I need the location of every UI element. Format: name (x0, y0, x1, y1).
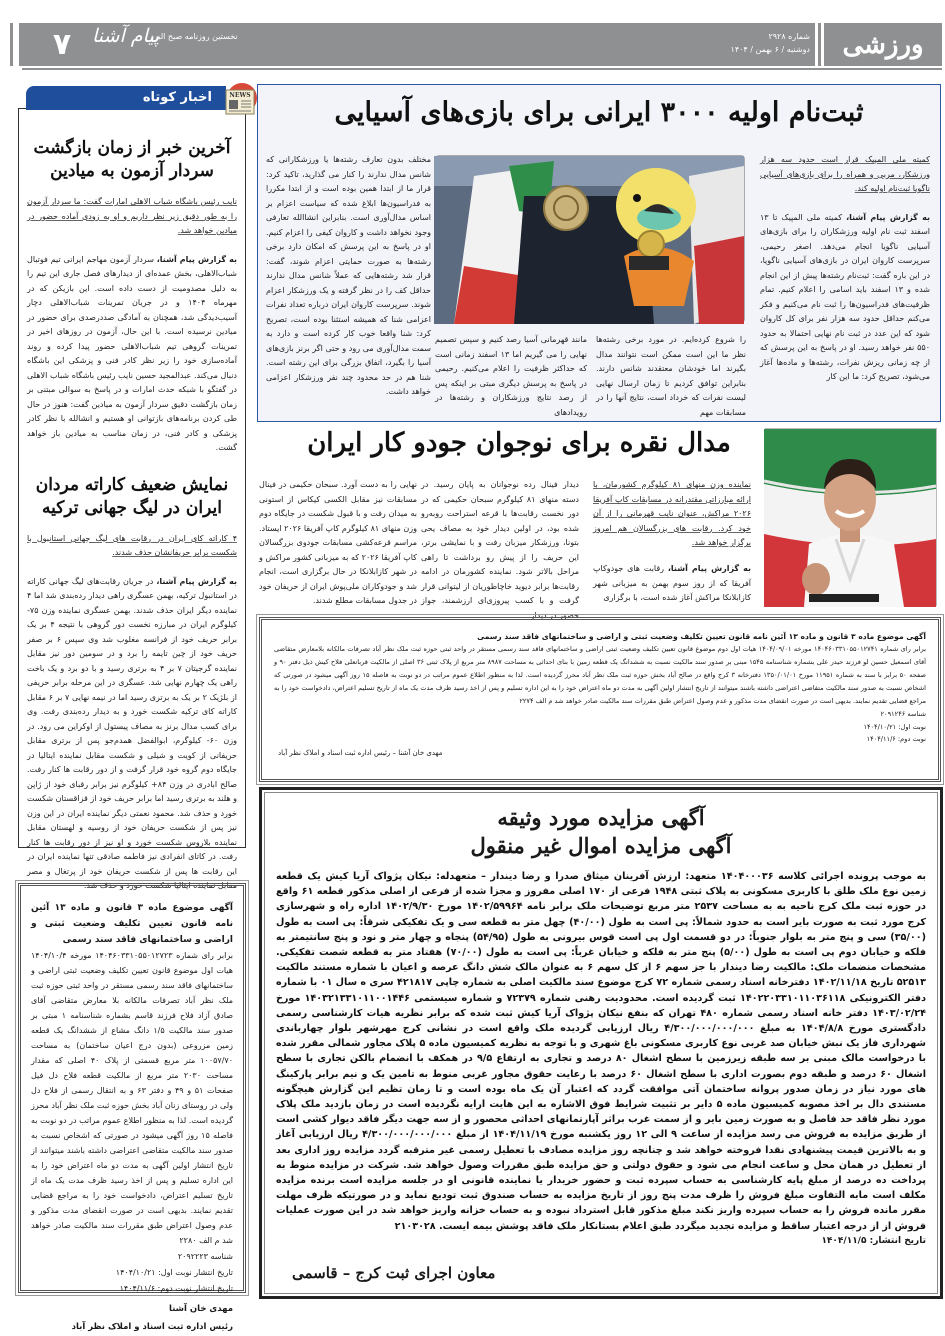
notice-first-publication: تاریخ انتشار نوبت اول: ۱۴۰۴/۱۰/۲۱ (115, 1268, 233, 1277)
brief-body-text: سردار آزمون مهاجم ایرانی تیم فوتبال شباب‌الاهلی، بخش عمده‌ای از دیدارهای فصل جاری این تیم را به دلیل مصدومیت از دست داده است. این بازیکن که در مهرماه ۱۴۰۴ و در جریان تمرینات شباب‌الاهلی دچار آسیب‌دیدگی شد، همچنان به آمادگی صددرصدی برای حضور در میادین نرسیده است. با این حال، آزمون در روزهای اخیر در تمرینات گروهی تیم شباب‌الاهلی حضور پیدا کرده و روند آماده‌سازی خود را زیر نظر کادر فنی و پزشکی این باشگاه دنبال می‌کند. عبدالمجید حسین نایب رئیس باشگاه شباب الاهلی در گفتگو با شبکه حدث امارات و در پاسخ به سوالی مبتنی بر زمان بازگشت دقیق سردار آزمون به میادین گفت: هنوز در حال طی کردن برنامه‌های بازتوانی او هستیم و انشالله با نظر کادر پزشکی و کادر فنی، در زمان مناسب به میادین باز خواهد گشت. (27, 254, 237, 452)
issue-date: دوشنبه / ۶ بهمن / ۱۴۰۴ (730, 45, 810, 54)
notice-id: شناسه ۲۰۹۱۲۴۶ (880, 710, 926, 718)
story-lead: کمیته ملی المپیک قرار است حدود سه هزار ورزشکار، مربی و همراه را برای بازی‌های آسیایی ناگویا ثبت‌نام اولیه کند. (760, 155, 930, 193)
notice-first-publication: نوبت اول: ۱۴۰۴/۱۰/۲۱ (863, 722, 926, 731)
story-headline: مدال نقره برای نوجوان جودو کار ایران (307, 428, 731, 458)
brief-body (27, 575, 237, 894)
brief-body (27, 253, 237, 456)
story-column (760, 153, 930, 385)
story-column: دیدار فینال رده نوجوانان به پایان رسید. در دسته منهای ۸۱ کیلوگرم سبحان حکیمی که در دور نخست رقابت‌ها با قرعه استراحت روبه‌رو شده بود، در اولین دیدار خود به مصاف یحی بتونا، ورزشکار میزبان رفت و با نمایشی برتر، این حریف را از پیش رو برداشت تا راهی مراحل بالاتر شود. نماینده کشورمان در ادامه رقابت‌ها برابر دیوید خاچاطوریان از لیتوانی قرار گرفت و با کسب پیروزی‌ای ارزشمند، جواز حضور در دیدار (421, 480, 579, 620)
header-bar (22, 23, 942, 66)
story-column: مختلف بدون تعارف رشته‌ها یا ورزشکارانی که شانس مدال ندارند را کنار می گذارید، تاکید کرد: قرار ما از ابتدا همین بوده است و از ابتدا مکررا به فدراسیون‌ها ابلاغ شده که سیاست اعزام بر اساس مدال‌آوری است. بنابراین انشاالله تعارفی وجود نخواهد داشت و کاروان کیفی را اعزام کنیم. او در پاسخ به این پرسش که امکان دارد برخی رشته‌ها به صورت حمایتی اعزام شوند، گفت: قرار شد رشته‌هایی که عملاً شانس مدال ندارند حداقل کف را در نظر گرفته و یک ورزشکار اعزام شوند. سرپرست کاروان ایران درباره تعداد نفرات اعزامی شنا که همیشه استثنا بوده است، تصریح کرد: شنا واقعا خوب کار کرده است و دارد به سمت مدال‌آوری می رود و حتی اگر برنز بازی‌های آسیا را بگیرد، اتفاق بزرگی برای این رشته است. شنا هم در حد محدود چند نفر ورزشکار اعزامی خواهد داشت. (266, 155, 431, 396)
registration-notice-left (18, 883, 246, 1332)
judoka-photo-image (764, 429, 936, 607)
auction-signature: معاون اجرای ثبت کرج – قاسمی (292, 1264, 496, 1282)
notice-second-publication: نوبت دوم: ۱۴۰۴/۱۱/۶ (866, 735, 926, 743)
notice-signer-title: رئیس اداره ثبت اسناد و املاک نظر آباد (71, 1322, 233, 1332)
briefs-tab: اخبار کوتاه (26, 86, 226, 110)
auction-body: به موجب پرونده اجرائی کلاسه ۱۴۰۴۰۰۰۳۶ متعهد: ارزش آفرینان میثاق صدرا و رضا دیندار – متعهدله: نیکان پژواک آریا کیش یک قطعه زمین نوع ملک طلق با کاربری مسکونی به پلاک ثبتی ۱۹۴۸ فرعی از ۱۷۰ اصلی مفروز و مجزا شده از فرعی از اصلی مذکور قطعه ۶۱ واقع در حوزه ثبت ملک کرج ناحیه به به مساحت ۲۵۳۷ متر مربع توضیحات ملک برابر نامه ۱۴۰۲/۵۹۹۶۴ مورخ ۱۴۰۲/۹/۳۰ اداره راه و شهرسازی کرج مورد ثبت به صورت بایر است به حدود شمالاً: پی است به طول (۴۰/۰۰) چهل متر به قطعه سی و یک تفکیکی شرقاً: پی است به طول (۳۵/۰۰) سی و پنج متر به بلوار جنوباً: در دو قسمت اول پی است قوس بیرونی به طول (۵۴/۹۵) پنجاه و چهار متر و نود و پنج سانتیمتر به فلکه و خیابان دوم پی است به طول (۵/۰۰) پنج متر به فلکه و خیابان غرباً: پی است به طول (۷۰/۰۰) هفتاد متر به قطعه شصت تفکیکی. مشخصات منضمات ملک: مالکیت رضا دیندار با جز سهم ۶ از کل سهم ۶ به عنوان مالک شش دانگ عرصه و اعیان با شماره مستند مالکیت ۵۲۵۱۳ تاریخ ۱۴۰۲/۱۱/۱۸ دفترخانه اسناد رسمی شماره ۷۲ کرج موضوع سند مالکیت اصلی به شماره چاپی ۴۲۱۸۱۷ سری ه سال ۰۱ با شماره دفتر الکترونیکی ۱۴۰۲۲۰۳۳۱۰۱۱۰۳۶۱۱۸ ثبت گردیده است. محدودیت رهنی شماره ۷۲۳۷۹ و شماره سیستمی ۱۴۰۳۲۱۳۳۱۰۱۱۰۰۱۴۴۶ مورخ ۱۴۰۳/۰۲/۲۴ دفتر خانه اسناد رسمی شماره ۴۸۰ تهران که بنفع نیکان پژواک آریا کیش ثبت شده که برابر نظریه هیات کارشناسی رسمی دادگستری مورخ ۱۴۰۴/۸/۸ به مبلغ ۴/۳۰۰/۰۰۰/۰۰۰/۰۰۰ ریال ارزیابی گردیده ملک واقع است در نشانی کرج مهرشهر بلوار چهارباندی شهرداری فاز یک نبش خیابان صد غربی نوع کاربری مسکونی باغ شهری و با توجه به نظریه کمیسیون ماده ۵ پلاک مجاور شمالی مقرر شده با درخواست مالک مبنی بر سه طبقه زیرزمین با سطح اشغال ۸۰ درصد و تجاری به ارتفاع ۹/۵ در همکف با انضمام بالکن تجاری با سطح اشغال ۶۰ درصد و طبقه دوم بصورت اداری با سطح اشغال ۶۰ درصد با رعایت حقوق مجاور غربی منوط به تامین یک و نیم برابر پارکینگ های مورد نیاز در زمان صدور پروانه ساختمان آتی موافقت گردد که اعتبار آن یک ماه بوده است و تا زمان تظیم این گزارش هیچگونه مستندی دال بر اخذ مصوبه کمیسیون ماده ۵ دایر بر تثبیت شرایط فوق الاشاره به این هایت ارایه نگردیده است در زمان بازدید ملک پلاک مورد نظر فاقد حد فاصل و به صورت زمین بایر و از سمت غرب براثر آپارتمانهای احداثی محصور و از سه جهت دیگر فاقد دیوار کشی است از طریق مزایده به فروش می رسد مزایده از ساعت ۹ الی ۱۲ روز یکشنبه مورخ ۱۴۰۴/۱۱/۱۹ از مبلغ ۴/۳۰۰/۰۰۰/۰۰۰/۰۰۰ ریال ارزیابی آغاز و به بالاترین قیمت پیشنهادی نقدا فروخته خواهد شد و چنانچه روز مزایده مصادف با تعطیل رسمی غیر مترقبه گردد مزایده روز اداری بعد از تعطیل در همان محل و ساعت انجام می شود و حقوق دولتی و حق مزایده طبق مقررات وصول خواهد شد. شرکت در مزایده منوط به پرداخت ده درصد از مبلغ پایه کارشناسی به حساب سپرده ثبت و حضور خریدار یا نماینده قانونی او در جلسه مزایده است برنده مزایده مکلف است مابه التفاوت مبلغ فروش را ظرف مدت پنج روز از تاریخ مزایده به حساب صندوق ثبت تودیع نماید و در صورتیکه ظرف مهلت مقرر مانده فروش را به حساب سپرده واریز نکند مبلغ مذکور قابل استرداد نبوده و به حساب خزانه واریز خواهد شد در این صورت عملیات فروش از از درجه اعتبار ساقط و مزایده تجدید میگردد طبق اعلام بستانکار ملک فاقد پوشش بیمه ایست. ۲۱۰۳۰۲۸ (276, 871, 927, 1232)
registration-notice-wide (259, 617, 941, 782)
story-intro: به گزارش پیام آشنا، (667, 564, 752, 573)
newspaper-icon (220, 82, 258, 118)
notice-id: شناسه ۲۰۹۲۲۲۳ (177, 1252, 233, 1261)
notice-body: برابر رای شماره ۱۴۰۴۶۰۳۳۱۰۵۵۰۱۲۷۲۳ مورخه ۱۴۰۴/۱۰/۴ هیات اول موضوع قانون تعیین تکلیف وضعیت ثبتی اراضی و ساختمانهای فاقد سند رسمی مستقر در واحد ثبتی حوزه ثبت ملک نظر آباد تصرفات مالکانه بلا معارض متقاضی آقای صادق آزاد فلاح فرزند قاسم بشماره شناسنامه ۱ مبتی بر صدور سند مالکیت ۱/۵ دانگ مشاع از ششدانگ یک قطعه زمین مزروعی (بدون درج اعیان ساختمان) به مساحت ۱۰۰۵۷/۷۰ متر مربع قسمتی از پلاک ۴۰ اصلی که مقدار مساحت ۲۰۳۰ متر مربع از مالکیت قطعه فلاح دل فیل صفحات ۵۱ و ۴۹ و دفتر ۶۳ و به انتقال رسمی از فلاح دل ولی در روستای زنان آباد بخش حوزه ثبت ملک نظر آباد محرز گردیده است. لذا به منظور اطلاع عموم مراتب در دو نوبت به فاصله ۱۵ روز آگهی میشود در صورتی که اشخاص نسبت به صدور سند مالکیت متقاضی اعتراضی داشته باشند میتوانند از تاریخ انتشار اولین آگهی به مدت دو ماه اعتراض خود را به این اداره تسلیم و پس از اخذ رسید ظرف مدت یک ماه از تاریخ تسلیم اعتراض، دادخواست خود را به مراجع قضایی تقدیم نمایند. بدیهی است در صورت انقضای مدت مذکور و عدم وصول اعتراض طبق مقررات سند مالکیت صادر خواهد شد م الف ۲۲۸۰ (31, 951, 234, 1245)
brief-body-intro: به گزارش پیام آشنا، (156, 576, 237, 586)
brief-headline: آخرین خبر از زمان بازگشت سردار آزمون به میادین (33, 138, 231, 181)
header-divider (815, 23, 818, 66)
asian-games-story (257, 84, 941, 422)
auction-notice (259, 787, 943, 1299)
medal-mascot-photo (435, 155, 745, 323)
page-header (10, 23, 942, 68)
story-lead: نماینده وزن منهای ۸۱ کیلوگرم کشورمان، با ارائه مبارزاتی مقتدرانه در مسابقات کاپ آفریقا ۲۰۲۶ مراکش، عنوان نایب قهرمانی را از آن خود کرد. رقابت های بزرگسالان هم امروز برگزار خواهد شد. (593, 480, 752, 547)
briefs-box (18, 108, 246, 890)
brief-body-intro: به گزارش پیام آشنا، (156, 254, 237, 264)
story-text: کمیته ملی المپیک تا ۱۳ اسفند ثبت نام اولیه ورزشکاران را برای بازی‌های آسیایی ناگویا انجام می‌دهد. اصغر رحیمی، سرپرست کاروان ایران در بازی‌های آسیایی ناگویا، در این باره گفت: ثبت‌نام رشته‌ها پیش از این انجام شده و ۱۳ اسفند باید اسامی را اعلام کنیم. تمام ظرفیت‌های فدراسیون‌ها را ثبت نام می‌کنیم و فکر می‌کنم حداقل حدود سه هزار نفر برای کل کاروان شود که این عدد در ثبت نام نهایی احتمالا به حدود ۵۵۰ نفر خواهد رسید. او در پاسخ به این پرسش که از چه زمانی ریزش نفرات، رشته‌ها و ماده‌ها آغاز می‌شود، تصریح کرد: ما این کار (760, 212, 930, 381)
story-body (593, 562, 751, 606)
svg-text:NEWS: NEWS (229, 92, 251, 99)
story-text: رقابت های جودوکاپ آفریقا که از روز سوم بهمن به میزبانی شهر کازابلانکا مراکش آغاز شده است، با برگزاری (593, 564, 751, 602)
brief-lead: ۴ کاراته کای ایران در رقابت های لیگ جهانی استانبول با شکست برابر حریفانشان حذف شدند. (27, 533, 237, 557)
page-number: ۷ (52, 27, 72, 62)
issue-info (731, 30, 810, 56)
brief-lead: نایب رئیس باشگاه شباب الاهلی امارات گفت: ما سردار آزمون را به طور دقیق زیر نظر داریم و او به زودی آماده حضور در میادین خواهد شد. (27, 197, 237, 235)
auction-title-line2: آگهی مزایده اموال غیر منقول (470, 833, 732, 858)
auction-title-line1: آگهی مزایده مورد وثیقه (497, 805, 705, 830)
brief-headline: نمایش ضعیف کاراته مردان ایران در لیگ جهانی ترکیه (35, 474, 229, 518)
auction-publication-date: تاریخ انتشار: ۱۴۰۴/۱۱/۵ (821, 1235, 926, 1246)
header-divider (821, 23, 824, 66)
header-rule (10, 23, 22, 66)
notice-second-publication: تاریخ انتشار نوبت دوم: ۱۴۰۴/۱۱/۶ (119, 1284, 233, 1293)
issue-number: شماره ۲۹۲۸ (768, 32, 810, 41)
story-column: مانند قهرمانی آسیا رصد کنیم و سپس تصمیم نهایی را می گیریم اما ۱۳ اسفند زمانی است که حداکثر ظرفیت را اعلام می‌کنیم. رحیمی در پاسخ به پرسش دیگری مبتی بر اینکه پس از رصد نتایج ورزشکاران و رشته‌ها در رویدادهای (435, 335, 587, 417)
story-column: نهایی را به دست آورد. سبحان حکیمی در فینال مسابقات نیز مقابل الکسی کیکاس از استونی به میدان رفت و با قبول شکست در جایگاه دوم وزن منهای ۸۱ کیلوگرم کاپ آفریقا ۲۰۲۶ ایستاد. مراسم قرعه‌کشی مسابقات جودوی بزرگسالان کاپ آفریقا ۲۰۲۶ که به میزبانی کشور مراکش و در شهر کازابلانکا در حال برگزاری است، انجام شد و جودوکاران ملی‌پوش ایران از حریفان خود در جدول مسابقات مطلع شدند. (259, 480, 417, 605)
notice-signature: مهدی خان آشنا – رئیس اداره ثبت اسناد و املاک نظر آباد (278, 749, 443, 757)
notice-signer-name: مهدی خان آشنا (169, 1304, 233, 1314)
notice-title: آگهی موضوع ماده ۳ قانون و ماده ۱۳ آئین نامه قانون تعیین تکلیف وضعیت ثبتی و اراضی و ساختمانهای فاقد سند رسمی (31, 903, 233, 945)
story-column: را شروع کرده‌ایم. در مورد برخی رشته‌ها نظر ما این است ممکن است نتوانند مدال بگیرند اما خودشان معتقدند شانس دارند. بنابراین توافق کردیم تا زمان ارسال نهایی لیست نفرات که خرداد است، نتایج آنها را در مسابقات مهم (596, 335, 746, 417)
newspaper-logo: پیام آشنا (92, 25, 160, 47)
notice-title: آگهی موضوع ماده ۳ قانون و ماده ۱۳ آئین نامه قانون تعیین تکلیف وضعیت ثبتی و اراضی و ساختمانهای فاقد سند رسمی (477, 632, 926, 641)
story-body (760, 211, 930, 385)
medal-photo-image (434, 156, 744, 324)
story-intro: به گزارش پیام آشنا، (846, 212, 931, 222)
notice-body: برابر رای شماره ۱۴۰۴۶۰۳۳۱۰۵۵۰۱۲۷۴۱ مورخه ۱۴۰۴/۰۹/۰۱ هیات اول دوم موضوع قانون تعیین تکلیف وضعیت ثبتی اراضی و ساختمانهای فاقد سند رسمی مستقر در واحد ثبتی حوزه ثبت ملک نظر آباد تصرفات مالکانه بلامعارض متقاضی آقای اسمعیل حسین لو فرزند حیدر علی بشماره شناسنامه ۱۵۴۵ مبنی بر صدور سند مالکیت نسبت به ششدانگ یک قطعه زمین با بنای احداثی به مساحت ۸۹۸۷ متر مربع از پلاک ثبتی ۳۶ اصلی از مالکیت قربانعلی فلاح کیش ذیل دفتر ۹۰ و صفحه ۵۰ برابر با سند به شماره ۱۱۹۵۱ مورخ ۱۳۵۰/۰۱/۰۱ دفترخانه ۳ کرج واقع در صالح آباد بخش حوزه ثبت ملک نظر آباد محرز گردیده است. لذا به منظور اطلاع عموم مراتب در دو نوبت به فاصله ۱۵ روز آگهی میشود در صورتی که اشخاص نسبت به صدور سند مالکیت متقاضی اعتراضی داشته باشند میتوانند از تاریخ انتشار اولین آگهی به مدت دو ماه اعتراض خود را به این اداره تسلیم و پس از اخذ رسید ظرف مدت یک ماه از تاریخ تسلیم اعتراض، دادخواست خود را به مراجع قضایی تقدیم نمایند. بدیهی است در صورت انقضای مدت مذکور و عدم وصول اعتراض طبق مقررات سند مالکیت صادر خواهد شد م الف ۲۲۷۴ (274, 645, 927, 705)
brief-body-text: در جریان رقابت‌های لیگ جهانی کاراته در استانبول ترکیه، بهمن عسگری راهی دیدار رده‌بندی شد اما ۴ نماینده دیگر ایران حذف شدند. بهمن عسگری نماینده وزن ۷۵- کیلوگرم ایران در مبارزه نخست دور گروهی با نتیجه ۴ بر یک برابر حریف خود از فرانسه مغلوب شد وی سپس ۶ بر صفر حریف خود از چین تایمه را برد و در سومین دور نیز مقابل نماینده گرجیتان ۷ بر ۴ به برتری رسید و با دو برد و یک باخت راهی یک چهارم نهایی شد. عسگری در این مرحله برابر حریفی از بلژیک ۲ بر یک به برتری رسید اما در نیمه نهایی ۷ بر ۶ مقابل کاراته کای ترکیه شکست خورد و به دیدار رده‌بندی رفت. وی برای کسب مدال برنز به مصاف پیستول از اوکراین می رود. در وزن ۶۰- کیلوگرم، ابوالفضل همدم‌جو پس از برتری مقابل حریفانی از کویت و شیلی و شکست مقابل نماینده ایتالیا در جایگاه دوم گروه خود قرار گرفت و از دور رقابت ها کنار رفت. صالح ابادری در وزن ۸۴+ کیلوگرم نیز برابر رقبای خود از ژاپن و هلند به برتری رسید اما برابر حریف خود از قزاقستان شکست خورد و حذف شد. محمود نعمتی دیگر نماینده ایران در این وزن نیز پس از شکست حریفان خود از روسیه و لهستان مقابل نماینده بلاروس شکست خورد و او نیز از دور رقابت ها کنار رفت. در کاتای انفرادی نیز فاطمه صادقی تنها نماینده ایران در این رقابت ها پس از شکست حریفان خود از پرتغال و مصر مقابل نماینده ایتالیا شکست خورد و حذف شد. (27, 576, 238, 890)
section-title: ورزشی (842, 29, 924, 60)
tagline: نخستین روزنامه صبح البرز (150, 32, 238, 41)
story-headline: ثبت‌نام اولیه ۳۰۰۰ ایرانی برای بازی‌های آسیایی (334, 97, 864, 128)
judo-story (257, 426, 941, 620)
judoka-photo (765, 428, 937, 606)
